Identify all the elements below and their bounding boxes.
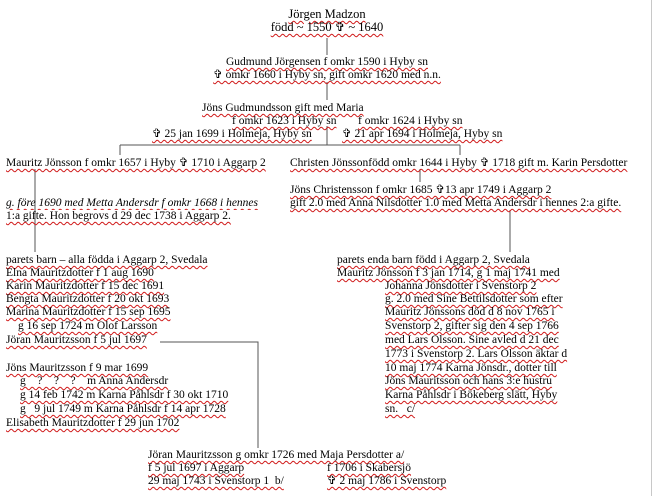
list-item: Bengta Mauritzdotter f 20 okt 1693 — [6, 293, 170, 305]
gen3-line3a: ✞ 25 jan 1699 i Holmeja, Hyby sn — [152, 128, 312, 140]
gen3-line2b: f omkr 1624 i Hyby sn — [358, 115, 463, 127]
bottom-line1: Jöran Mauritzsson g omkr 1726 med Maja Persdotter a/ — [148, 449, 405, 461]
root-name: Jörgen Madzon — [288, 7, 366, 21]
mauritz-line3: 1:a gifte. Hon begrovs d 29 dec 1738 i Aggarp 2. — [6, 210, 231, 222]
list-item: Svenstorp 2, gifter sig den 4 sep 1766 — [385, 320, 559, 332]
gen3-line2a: f omkr 1623 i Hyby sn — [232, 115, 337, 127]
bottom-line2a: f 5 jul 1697 i Aggarp — [148, 462, 245, 474]
mauritz-line2: g. före 1690 med Metta Andersdr f omkr 1668 i hennes — [6, 197, 259, 209]
list-item: g 14 feb 1742 m Karna Påhlsdr f 30 okt 1710 — [20, 389, 229, 401]
list-item: Elna Mauritzdotter f 1 aug 1690 — [6, 267, 154, 279]
jons-c-line1: Jöns Christensson f omkr 1685 ✞13 apr 1749 i Aggarp 2 — [290, 184, 552, 196]
gen3-line1: Jöns Gudmundsson gift med Maria — [202, 102, 364, 114]
list-item: Elisabeth Mauritzdotter f 29 jun 1702 — [6, 417, 180, 429]
list-item: g 16 sep 1724 m Olof Larsson — [18, 320, 158, 332]
list-item: Jöran Mauritzsson f 5 jul 1697 — [6, 334, 147, 346]
mauritz-line1: Mauritz Jönsson f omkr 1657 i Hyby ✞ 1710 i Aggarp 2 — [6, 157, 266, 169]
gen3-line3b: ✞ 21 apr 1694 i Holmeja, Hyby sn — [342, 128, 503, 140]
list-item: Karin Mauritzdotter f 15 dec 1691 — [6, 280, 165, 292]
list-item: g. 2.0 med Sine Bettilsdotter som efter — [385, 293, 563, 305]
list-item: Jöns Mauritsson och hans 3:e hustru — [385, 375, 553, 387]
list-item: g ? ? ? m Anna Andersdr — [20, 375, 169, 387]
list-item: Mauritz Jönssons död d 8 nov 1765 i — [385, 306, 555, 318]
children-left-header: parets barn – alla födda i Aggarp 2, Svedala — [6, 254, 208, 266]
children-right-line1: Mauritz Jönsson f 3 jan 1714, g 1 maj 1741 med — [337, 267, 560, 279]
list-item: Jöns Mauritzsson f 9 mar 1699 — [6, 362, 149, 374]
jons-c-line2: gift 2.0 med Anna Nilsdotter 1.0 med Metta Andersdr i hennes 2:a gifte. — [290, 197, 622, 209]
gen2-line2: ✞ omkr 1660 i Hyby sn, gift omkr 1620 med n.n. — [213, 69, 441, 81]
list-item: Karna Påhlsdr i Bökeberg slätt, Hyby — [385, 389, 558, 401]
gen2-line1: Gudmund Jörgensen f omkr 1590 i Hyby sn — [226, 56, 428, 68]
list-item: med Lars Olsson. Sine avled d 21 dec — [385, 334, 559, 346]
list-item: Johanna Jönsdotter i Svenstorp 2 — [385, 280, 537, 292]
bottom-line2b: f 1706 i Skabersjö — [327, 462, 412, 474]
list-item: 1773 i Svenstorp 2. Lars Olsson äktar d — [385, 348, 568, 360]
list-item: g 9 jul 1749 m Karna Påhlsdr f 14 apr 1728 — [20, 403, 226, 415]
root-dates: född ~ 1550 ✞ ~ 1640 — [270, 20, 384, 34]
bottom-line3a: 29 maj 1743 i Svenstorp 1 b/ — [148, 475, 284, 487]
list-item: Marina Mauritzdotter f 15 sep 1695 — [6, 306, 171, 318]
list-item: 10 maj 1774 Karna Jönsdr., dotter till — [385, 362, 557, 374]
root-person — [227, 8, 427, 34]
bottom-line3b: ✞ 2 maj 1786 i Svenstorp — [327, 475, 447, 487]
gen2-person — [187, 56, 467, 82]
children-right-header: parets enda barn född i Aggarp 2, Svedala — [337, 254, 530, 266]
christen-line1: Christen Jönssonfödd omkr 1644 i Hyby ✞ 1718 gift m. Karin Persdotter — [290, 157, 628, 169]
list-item: sn. c/ — [385, 403, 416, 415]
